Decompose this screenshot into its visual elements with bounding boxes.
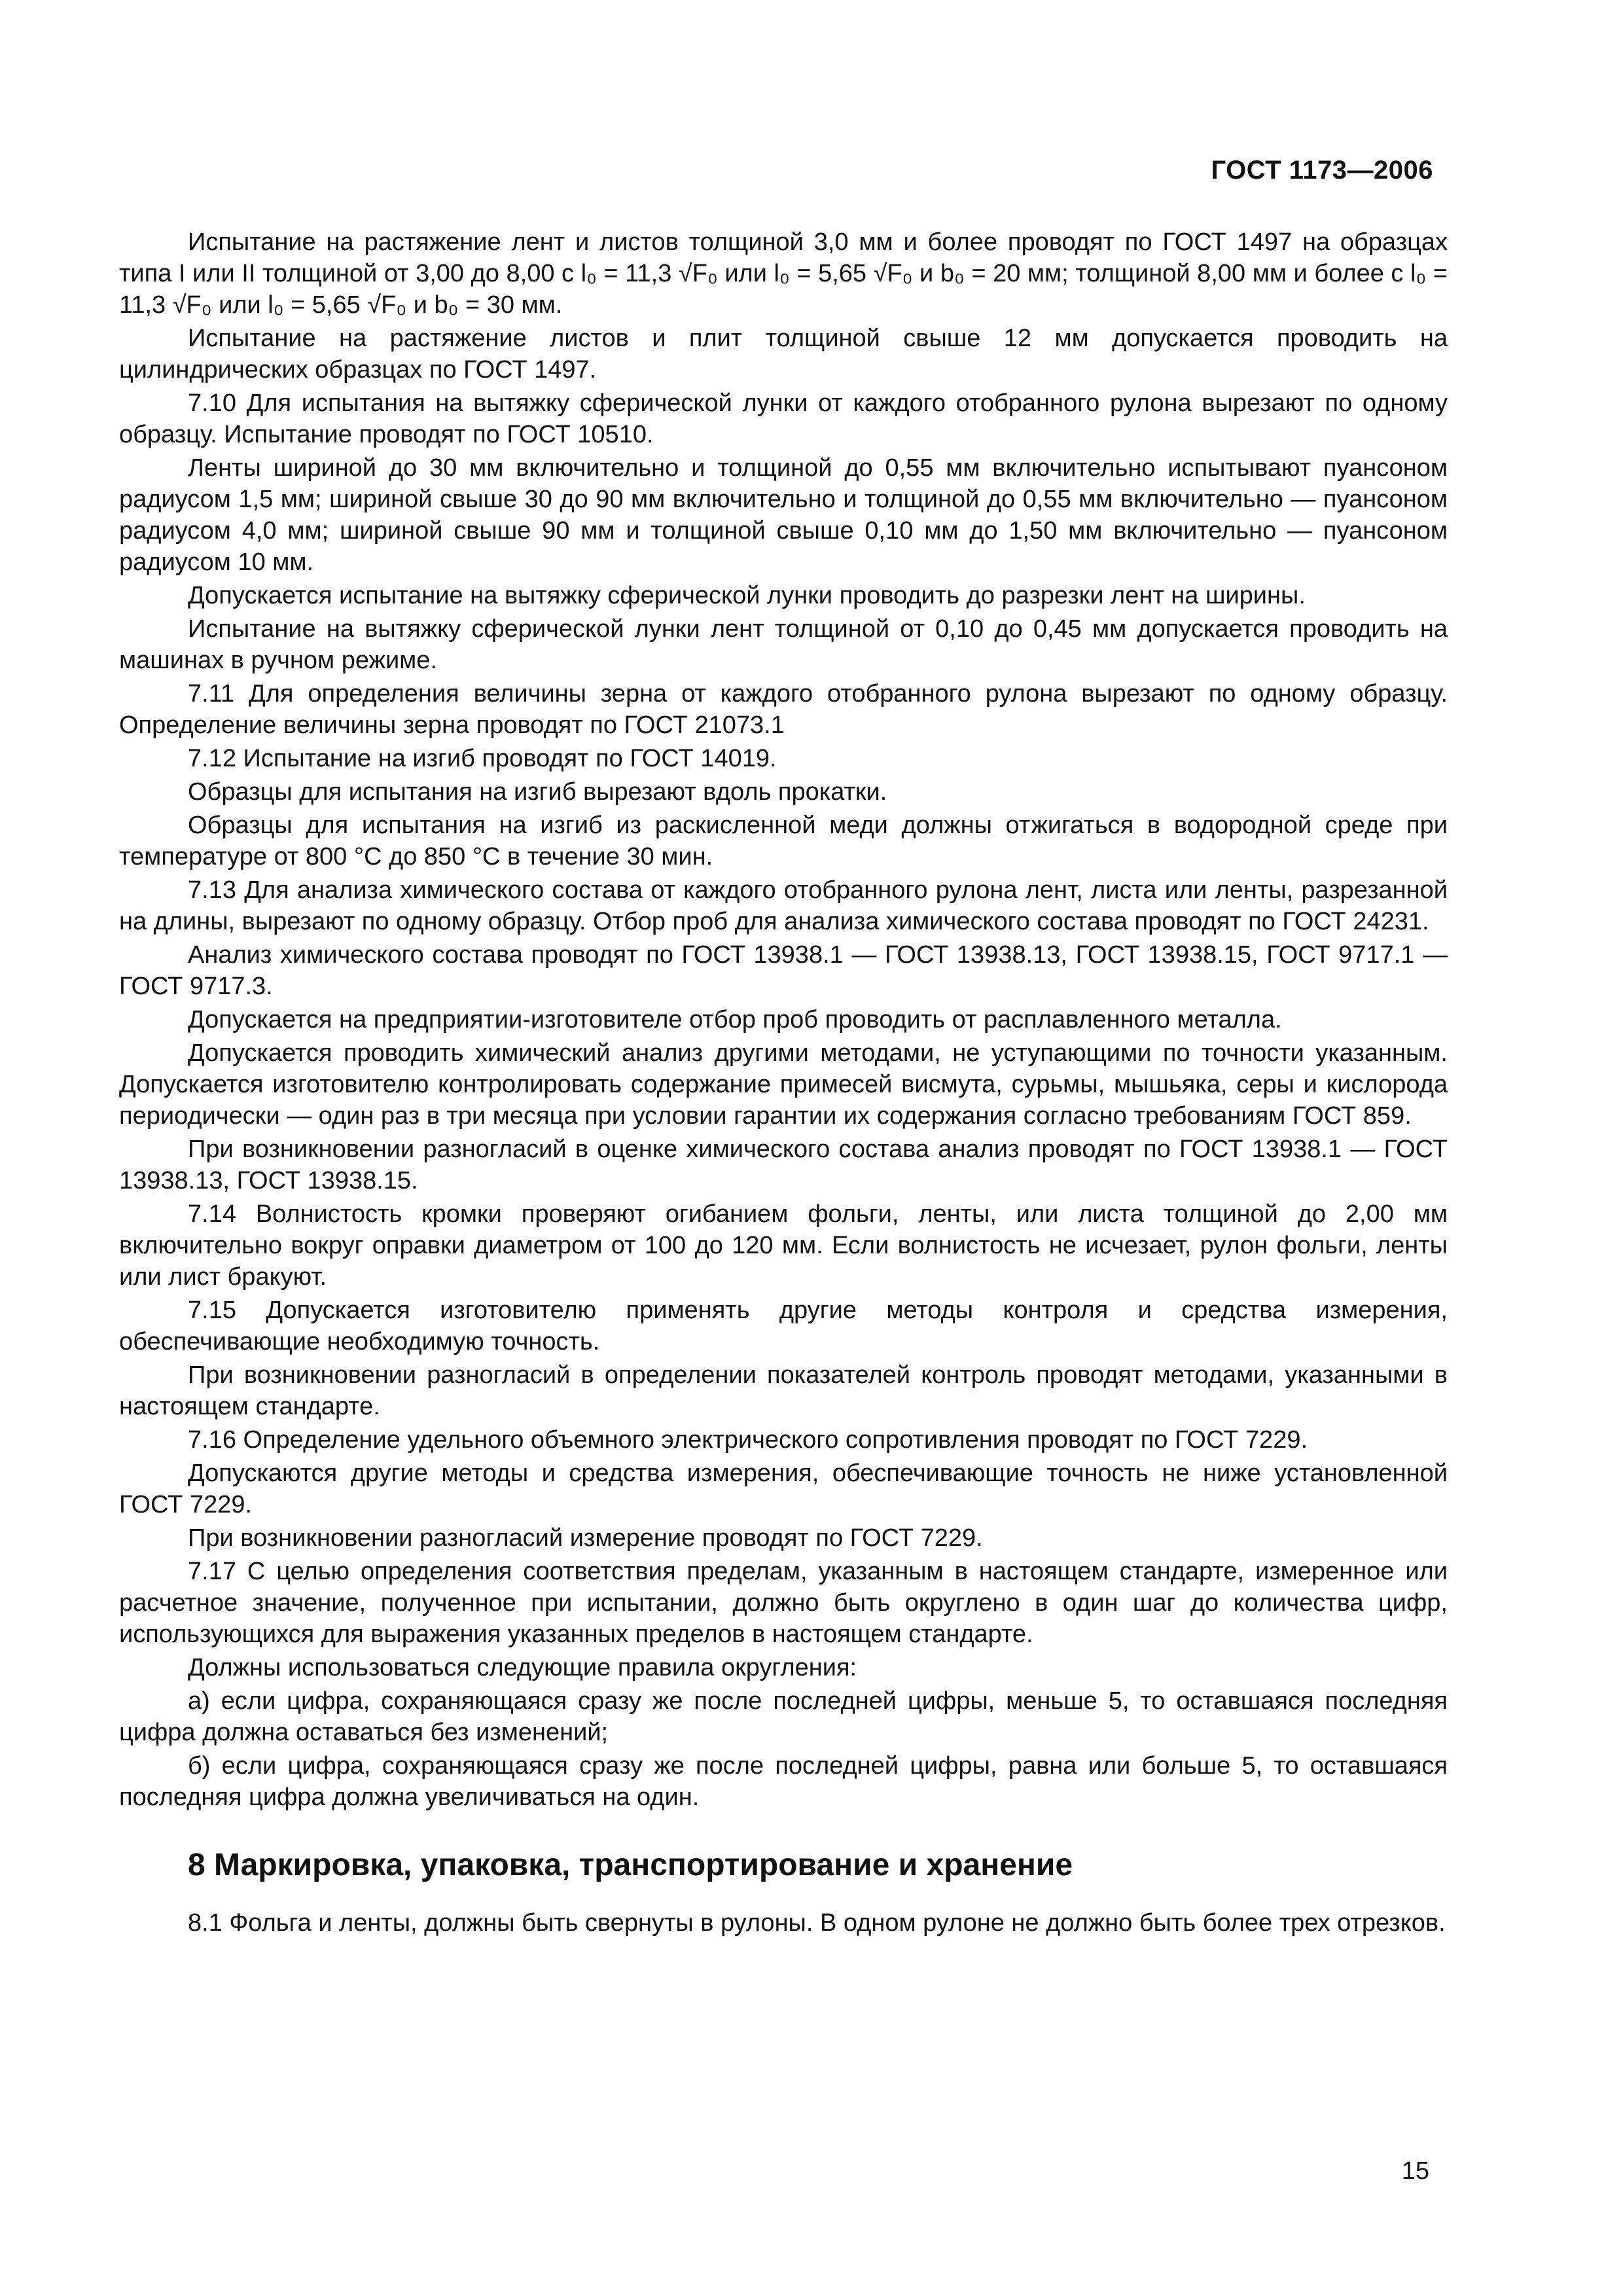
paragraph: б) если цифра, сохраняющаяся сразу же после последней цифры, равна или больше 5, то оставшаяся последняя цифра должна увеличиваться на один. xyxy=(119,1752,1448,1811)
paragraph: 7.16 Определение удельного объемного электрического сопротивления проводят по ГОСТ 7229. xyxy=(188,1426,1308,1454)
paragraph: Образцы для испытания на изгиб из раскисленной меди должны отжигаться в водородной среде при температуре от 800 °С до 850 °С в течение 30 мин. xyxy=(119,812,1448,870)
paragraph: Допускается на предприятии-изготовителе отбор проб проводить от расплавленного металла. xyxy=(188,1006,1282,1033)
paragraph: 8.1 Фольга и ленты, должны быть свернуты в рулоны. В одном рулоне не должно быть более трех отрезков. xyxy=(188,1909,1446,1937)
paragraph: Испытание на растяжение листов и плит толщиной свыше 12 мм допускается проводить на цилиндрических образцах по ГОСТ 1497. xyxy=(119,325,1448,384)
paragraph: Испытание на растяжение лент и листов толщиной 3,0 мм и более проводят по ГОСТ 1497 на образцах типа I или II толщиной от 3,00 до 8,00 с l₀ = 11,3 √F₀ или l₀ = 5,65 √F₀ и b₀ = 20 мм; толщиной 8,00 мм и более с l₀ = 11,3 √F₀ или l₀ = 5,65 √F₀ и b₀ = 30 мм. xyxy=(119,228,1448,319)
paragraph: 7.11 Для определения величины зерна от каждого отобранного рулона вырезают по одному образцу. Определение величины зерна проводят по ГОСТ 21073.1 xyxy=(119,680,1448,739)
paragraph: 7.17 С целью определения соответствия пределам, указанным в настоящем стандарте, измеренное или расчетное значение, полученное при испытании, должно быть округлено в один шаг до количества цифр, использующихся для выражения указанных пределов в настоящем стандарте. xyxy=(119,1558,1448,1648)
paragraph: 7.10 Для испытания на вытяжку сферической лунки от каждого отобранного рулона вырезают по одному образцу. Испытание проводят по ГОСТ 10510. xyxy=(119,389,1448,448)
document-body xyxy=(119,226,1448,1941)
document-code: ГОСТ 1173—2006 xyxy=(1211,156,1433,185)
page-number: 15 xyxy=(1401,2157,1429,2185)
paragraph: 7.12 Испытание на изгиб проводят по ГОСТ 14019. xyxy=(188,745,777,772)
paragraph: Допускается проводить химический анализ другими методами, не уступающими по точности указанным. Допускается изготовителю контролировать содержание примесей висмута, сурьмы, мышьяка, серы и кислорода периодически — один раз в три месяца при условии гарантии их содержания согласно требованиям ГОСТ 859. xyxy=(119,1039,1448,1130)
paragraph: При возникновении разногласий в определении показателей контроль проводят методами, указанными в настоящем стандарте. xyxy=(119,1361,1448,1420)
paragraph: 7.13 Для анализа химического состава от каждого отобранного рулона лент, листа или ленты, разрезанной на длины, вырезают по одному образцу. Отбор проб для анализа химического состава проводят по ГОСТ 24231. xyxy=(119,876,1448,935)
paragraph: 7.14 Волнистость кромки проверяют огибанием фольги, ленты, или листа толщиной до 2,00 мм включительно вокруг оправки диаметром от 100 до 120 мм. Если волнистость не исчезает, рулон фольги, ленты или лист бракуют. xyxy=(119,1200,1448,1291)
paragraph: Должны использоваться следующие правила округления: xyxy=(188,1654,857,1681)
paragraph: Анализ химического состава проводят по ГОСТ 13938.1 — ГОСТ 13938.13, ГОСТ 13938.15, ГОСТ 9717.1 — ГОСТ 9717.3. xyxy=(119,941,1448,1000)
paragraph: Допускаются другие методы и средства измерения, обеспечивающие точность не ниже установленной ГОСТ 7229. xyxy=(119,1460,1448,1518)
paragraph: 7.15 Допускается изготовителю применять другие методы контроля и средства измерения, обеспечивающие необходимую точность. xyxy=(119,1297,1448,1355)
paragraph: Допускается испытание на вытяжку сферической лунки проводить до разрезки лент на ширины. xyxy=(188,582,1306,609)
paragraph: Образцы для испытания на изгиб вырезают вдоль прокатки. xyxy=(188,778,887,806)
paragraph: При возникновении разногласий в оценке химического состава анализ проводят по ГОСТ 13938.1 — ГОСТ 13938.13, ГОСТ 13938.15. xyxy=(119,1136,1448,1194)
paragraph: Испытание на вытяжку сферической лунки лент толщиной от 0,10 до 0,45 мм допускается проводить на машинах в ручном режиме. xyxy=(119,615,1448,674)
paragraph: а) если цифра, сохраняющаяся сразу же после последней цифры, меньше 5, то оставшаяся последняя цифра должна оставаться без изменений; xyxy=(119,1687,1448,1746)
paragraph: Ленты шириной до 30 мм включительно и толщиной до 0,55 мм включительно испытывают пуансоном радиусом 1,5 мм; шириной свыше 30 до 90 мм включительно и толщиной до 0,55 мм включительно — пуансоном радиусом 4,0 мм; шириной свыше 90 мм и толщиной свыше 0,10 мм до 1,50 мм включительно — пуансоном радиусом 10 мм. xyxy=(119,454,1448,576)
section-heading: 8 Маркировка, упаковка, транспортирование и хранение xyxy=(188,1848,1073,1882)
paragraph: При возникновении разногласий измерение проводят по ГОСТ 7229. xyxy=(188,1524,983,1552)
